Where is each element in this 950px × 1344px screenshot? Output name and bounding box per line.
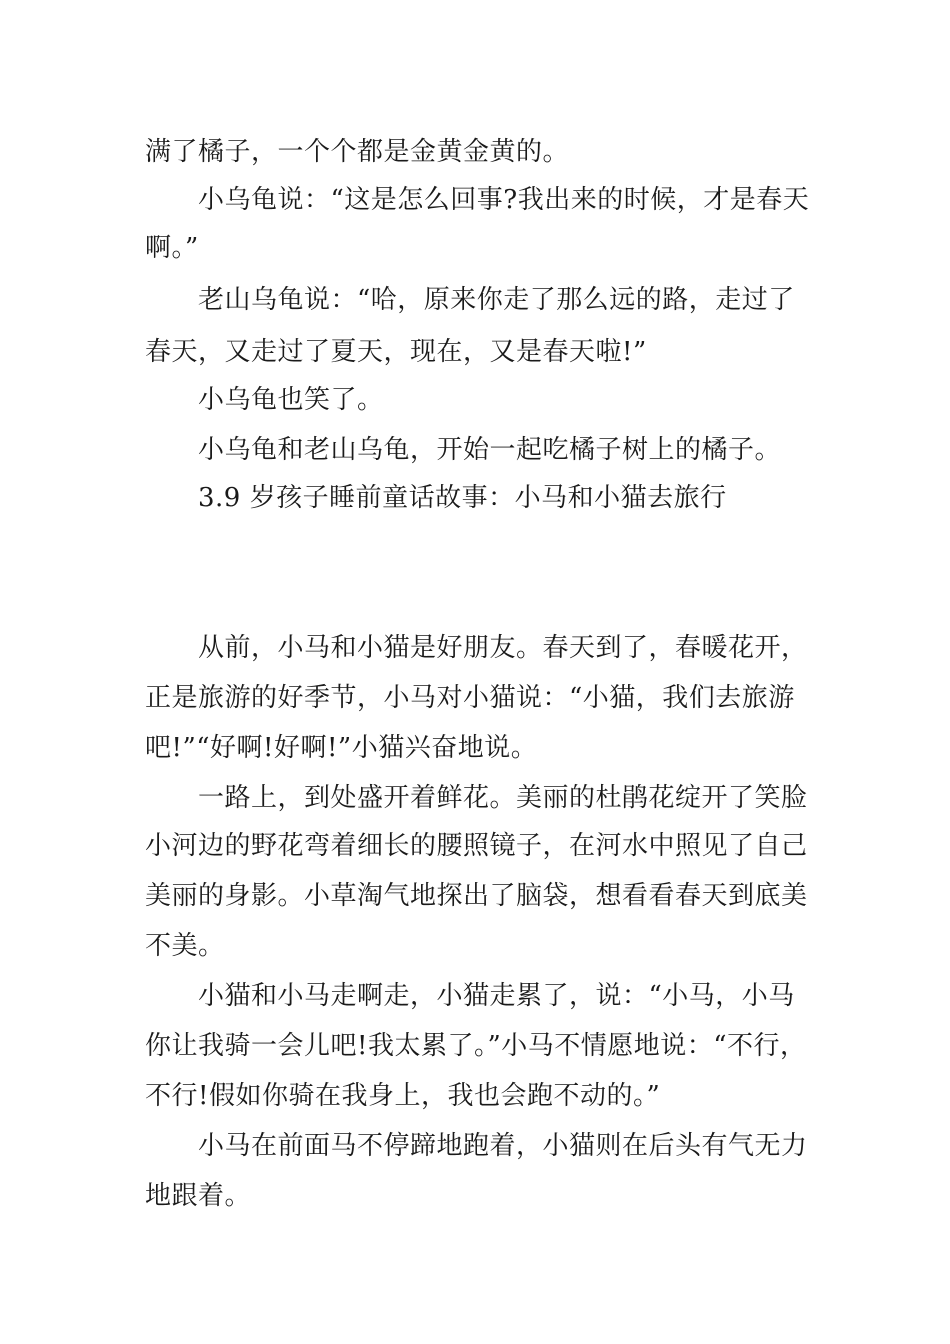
text-line: 小乌龟也笑了。 bbox=[198, 385, 384, 415]
section-heading: 3.9 岁孩子睡前童话故事：小马和小猫去旅行 bbox=[198, 483, 727, 513]
text-line: 一路上，到处盛开着鲜花。美丽的杜鹃花绽开了笑脸 bbox=[198, 783, 808, 813]
text-line: 吧!”“好啊!好啊!”小猫兴奋地说。 bbox=[145, 733, 538, 763]
text-line: 啊。” bbox=[145, 233, 199, 263]
text-line: 从前，小马和小猫是好朋友。春天到了，春暖花开， bbox=[198, 633, 808, 663]
text-line: 小猫和小马走啊走，小猫走累了，说：“小马，小马 bbox=[198, 981, 795, 1011]
text-line: 你让我骑一会儿吧!我太累了。”小马不情愿地说：“不行， bbox=[145, 1031, 807, 1061]
text-line: 地跟着。 bbox=[145, 1181, 252, 1211]
text-line: 小乌龟说：“这是怎么回事?我出来的时候，才是春天 bbox=[198, 185, 810, 215]
text-line: 小河边的野花弯着细长的腰照镜子，在河水中照见了自己 bbox=[145, 831, 808, 861]
text-line: 正是旅游的好季节，小马对小猫说：“小猫，我们去旅游 bbox=[145, 683, 795, 713]
text-line: 春天，又走过了夏天，现在，又是春天啦!” bbox=[145, 337, 647, 367]
text-line: 老山乌龟说：“哈，原来你走了那么远的路，走过了 bbox=[198, 285, 795, 315]
text-line: 满了橘子，一个个都是金黄金黄的。 bbox=[145, 137, 570, 167]
text-line: 小乌龟和老山乌龟，开始一起吃橘子树上的橘子。 bbox=[198, 435, 782, 465]
text-line: 美丽的身影。小草淘气地探出了脑袋，想看看春天到底美 bbox=[145, 881, 808, 911]
text-line: 不美。 bbox=[145, 931, 225, 961]
text-line: 小马在前面马不停蹄地跑着，小猫则在后头有气无力 bbox=[198, 1131, 808, 1161]
text-line: 不行!假如你骑在我身上，我也会跑不动的。” bbox=[145, 1081, 661, 1111]
